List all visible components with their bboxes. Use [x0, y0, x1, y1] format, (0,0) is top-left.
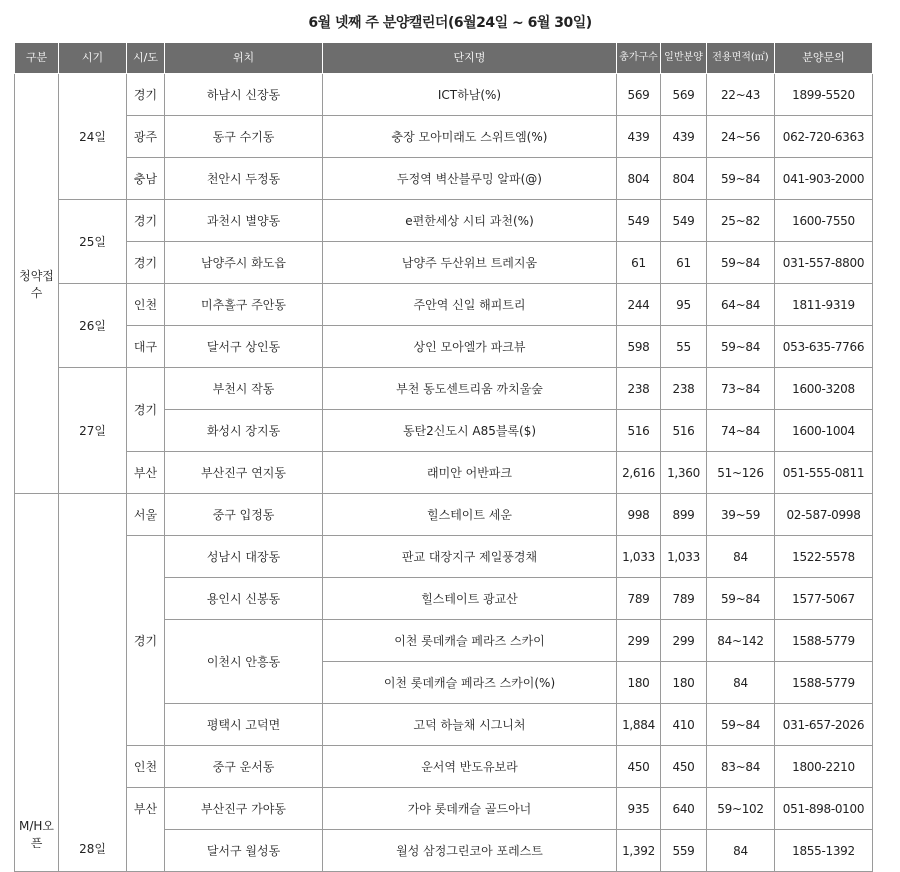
total-units-cell: 2,616 [617, 452, 661, 494]
location-cell: 부산진구 연지동 [165, 452, 323, 494]
table-row [15, 74, 873, 116]
total-units-cell: 439 [617, 116, 661, 158]
total-units-cell: 238 [617, 368, 661, 410]
table-row [15, 368, 873, 410]
table-row [15, 788, 873, 830]
total-units-cell: 299 [617, 620, 661, 662]
table-row [15, 452, 873, 494]
province-cell: 광주 [127, 116, 165, 158]
contact-cell: 1600-1004 [775, 410, 873, 452]
contact-cell: 1522-5578 [775, 536, 873, 578]
location-cell: 달서구 상인동 [165, 326, 323, 368]
location-cell: 용인시 신봉동 [165, 578, 323, 620]
province-cell: 경기 [127, 242, 165, 284]
total-units-cell: 598 [617, 326, 661, 368]
province-cell: 경기 [127, 74, 165, 116]
area-cell: 39~59 [707, 494, 775, 536]
province-cell: 부산 [127, 788, 165, 872]
area-cell: 83~84 [707, 746, 775, 788]
contact-cell: 1600-7550 [775, 200, 873, 242]
general-sale-cell: 899 [661, 494, 707, 536]
location-cell: 달서구 월성동 [165, 830, 323, 872]
header-contact: 분양문의 [775, 43, 873, 74]
total-units-cell: 789 [617, 578, 661, 620]
total-units-cell: 998 [617, 494, 661, 536]
contact-cell: 062-720-6363 [775, 116, 873, 158]
complex-cell: 충장 모아미래도 스위트엠(%) [323, 116, 617, 158]
province-cell: 경기 [127, 536, 165, 746]
date-cell: 26일 [59, 284, 127, 368]
contact-cell: 02-587-0998 [775, 494, 873, 536]
table-row [15, 200, 873, 242]
complex-cell: 고덕 하늘채 시그니처 [323, 704, 617, 746]
complex-cell: 상인 모아엘가 파크뷰 [323, 326, 617, 368]
area-cell: 59~84 [707, 242, 775, 284]
contact-cell: 1800-2210 [775, 746, 873, 788]
header-location: 위치 [165, 43, 323, 74]
complex-cell: e편한세상 시티 과천(%) [323, 200, 617, 242]
table-row [15, 746, 873, 788]
area-cell: 59~84 [707, 326, 775, 368]
general-sale-cell: 516 [661, 410, 707, 452]
date-cell: 27일 [59, 368, 127, 494]
table-row [15, 116, 873, 158]
province-cell: 대구 [127, 326, 165, 368]
total-units-cell: 1,392 [617, 830, 661, 872]
total-units-cell: 935 [617, 788, 661, 830]
complex-cell: 운서역 반도유보라 [323, 746, 617, 788]
location-cell: 성남시 대장동 [165, 536, 323, 578]
general-sale-cell: 569 [661, 74, 707, 116]
area-cell: 84~142 [707, 620, 775, 662]
contact-cell: 1899-5520 [775, 74, 873, 116]
area-cell: 74~84 [707, 410, 775, 452]
table-row [15, 242, 873, 284]
header-area: 전용면적(㎡) [707, 43, 775, 74]
area-cell: 59~84 [707, 158, 775, 200]
province-cell: 경기 [127, 200, 165, 242]
sales-calendar-table [14, 42, 873, 872]
province-cell: 서울 [127, 494, 165, 536]
total-units-cell: 516 [617, 410, 661, 452]
contact-cell: 1855-1392 [775, 830, 873, 872]
contact-cell: 031-557-8800 [775, 242, 873, 284]
general-sale-cell: 559 [661, 830, 707, 872]
province-cell: 인천 [127, 284, 165, 326]
complex-cell: 이천 롯데캐슬 페라즈 스카이 [323, 620, 617, 662]
complex-cell: 두정역 벽산블루밍 알파(@) [323, 158, 617, 200]
contact-cell: 1577-5067 [775, 578, 873, 620]
area-cell: 84 [707, 662, 775, 704]
header-general-sale: 일반분양 [661, 43, 707, 74]
total-units-cell: 244 [617, 284, 661, 326]
header-province: 시/도 [127, 43, 165, 74]
location-cell: 미추홀구 주안동 [165, 284, 323, 326]
area-cell: 84 [707, 536, 775, 578]
total-units-cell: 804 [617, 158, 661, 200]
table-row [15, 158, 873, 200]
area-cell: 24~56 [707, 116, 775, 158]
complex-cell: 이천 롯데캐슬 페라즈 스카이(%) [323, 662, 617, 704]
location-cell: 중구 입정동 [165, 494, 323, 536]
header-row [15, 43, 873, 74]
total-units-cell: 569 [617, 74, 661, 116]
general-sale-cell: 61 [661, 242, 707, 284]
province-cell: 부산 [127, 452, 165, 494]
location-cell: 화성시 장지동 [165, 410, 323, 452]
area-cell: 59~102 [707, 788, 775, 830]
province-cell: 충남 [127, 158, 165, 200]
total-units-cell: 1,033 [617, 536, 661, 578]
general-sale-cell: 1,033 [661, 536, 707, 578]
area-cell: 59~84 [707, 704, 775, 746]
contact-cell: 1588-5779 [775, 620, 873, 662]
complex-cell: 판교 대장지구 제일풍경채 [323, 536, 617, 578]
total-units-cell: 61 [617, 242, 661, 284]
contact-cell: 053-635-7766 [775, 326, 873, 368]
contact-cell: 041-903-2000 [775, 158, 873, 200]
location-cell: 부천시 작동 [165, 368, 323, 410]
complex-cell: 힐스테이트 세운 [323, 494, 617, 536]
general-sale-cell: 450 [661, 746, 707, 788]
header-date: 시기 [59, 43, 127, 74]
complex-cell: ICT하남(%) [323, 74, 617, 116]
location-cell: 천안시 두정동 [165, 158, 323, 200]
total-units-cell: 1,884 [617, 704, 661, 746]
area-cell: 25~82 [707, 200, 775, 242]
contact-cell: 051-555-0811 [775, 452, 873, 494]
complex-cell: 동탄2신도시 A85블록($) [323, 410, 617, 452]
date-cell: 25일 [59, 200, 127, 284]
complex-cell: 가야 롯데캐슬 골드아너 [323, 788, 617, 830]
location-cell: 하남시 신장동 [165, 74, 323, 116]
general-sale-cell: 180 [661, 662, 707, 704]
area-cell: 22~43 [707, 74, 775, 116]
general-sale-cell: 789 [661, 578, 707, 620]
general-sale-cell: 549 [661, 200, 707, 242]
contact-cell: 1811-9319 [775, 284, 873, 326]
header-complex: 단지명 [323, 43, 617, 74]
general-sale-cell: 299 [661, 620, 707, 662]
total-units-cell: 549 [617, 200, 661, 242]
contact-cell: 031-657-2026 [775, 704, 873, 746]
category-cell: 청약접수 [15, 74, 59, 494]
location-cell: 중구 운서동 [165, 746, 323, 788]
table-row [15, 326, 873, 368]
area-cell: 59~84 [707, 578, 775, 620]
general-sale-cell: 238 [661, 368, 707, 410]
header-total-units: 총가구수 [617, 43, 661, 74]
general-sale-cell: 804 [661, 158, 707, 200]
area-cell: 64~84 [707, 284, 775, 326]
general-sale-cell: 640 [661, 788, 707, 830]
area-cell: 51~126 [707, 452, 775, 494]
contact-cell: 1600-3208 [775, 368, 873, 410]
location-cell: 과천시 별양동 [165, 200, 323, 242]
contact-cell: 051-898-0100 [775, 788, 873, 830]
general-sale-cell: 439 [661, 116, 707, 158]
date-cell: 24일 [59, 74, 127, 200]
complex-cell: 래미안 어반파크 [323, 452, 617, 494]
header-category: 구분 [15, 43, 59, 74]
province-cell: 경기 [127, 368, 165, 452]
total-units-cell: 450 [617, 746, 661, 788]
complex-cell: 힐스테이트 광교산 [323, 578, 617, 620]
complex-cell: 월성 삼정그린코아 포레스트 [323, 830, 617, 872]
total-units-cell: 180 [617, 662, 661, 704]
table-row [15, 284, 873, 326]
general-sale-cell: 95 [661, 284, 707, 326]
complex-cell: 주안역 신일 해피트리 [323, 284, 617, 326]
category-cell: M/H오픈 [15, 494, 59, 872]
contact-cell: 1588-5779 [775, 662, 873, 704]
date-cell: 28일 [59, 494, 127, 872]
general-sale-cell: 410 [661, 704, 707, 746]
location-cell: 남양주시 화도읍 [165, 242, 323, 284]
complex-cell: 부천 동도센트리움 까치울숲 [323, 368, 617, 410]
province-cell: 인천 [127, 746, 165, 788]
area-cell: 84 [707, 830, 775, 872]
general-sale-cell: 55 [661, 326, 707, 368]
page-title: 6월 넷째 주 분양캘린더(6월24일 ~ 6월 30일) [308, 15, 592, 31]
location-cell: 평택시 고덕면 [165, 704, 323, 746]
area-cell: 73~84 [707, 368, 775, 410]
general-sale-cell: 1,360 [661, 452, 707, 494]
table-row [15, 536, 873, 578]
complex-cell: 남양주 두산위브 트레지움 [323, 242, 617, 284]
table-row [15, 494, 873, 536]
location-cell: 부산진구 가야동 [165, 788, 323, 830]
location-cell: 동구 수기동 [165, 116, 323, 158]
location-cell: 이천시 안흥동 [165, 620, 323, 704]
